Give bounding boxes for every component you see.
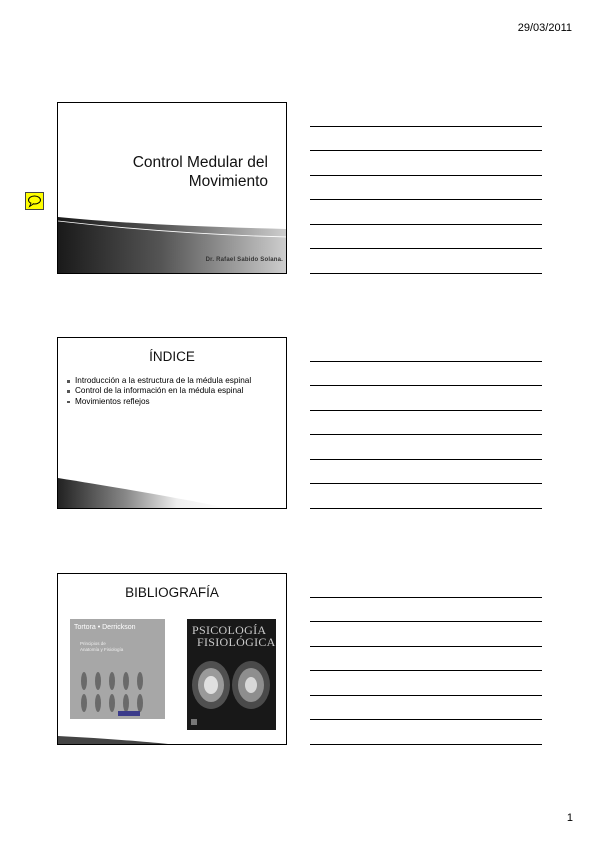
slide-date: 29/03/2011 <box>517 22 572 34</box>
book-1-title-line-2: Anatomía y Fisiología <box>80 647 124 652</box>
slide-swoosh-decoration <box>58 217 287 273</box>
slide-1-title-line-1: Control Medular del <box>132 154 268 171</box>
slide-2-bullet-list <box>66 376 256 407</box>
comment-note-icon[interactable] <box>25 192 44 210</box>
slide-swoosh-decoration <box>58 730 287 744</box>
book-cover-psicologia-fisiologica <box>187 619 276 730</box>
speech-bubble-icon <box>26 193 43 209</box>
bullet-item: Introducción a la estructura de la médula espinal <box>66 376 256 385</box>
slide-2-thumbnail <box>57 337 287 509</box>
anatomy-figures-illustration <box>70 659 165 719</box>
slide-1-thumbnail <box>57 102 287 274</box>
bullet-item: Control de la información en la médula espinal <box>66 386 256 395</box>
slide-3-title: BIBLIOGRAFÍA <box>125 585 219 600</box>
slide-1-title <box>133 153 268 191</box>
bullet-item: Movimientos reflejos <box>66 397 256 406</box>
slide-2-title: ÍNDICE <box>149 349 195 364</box>
slide-1-author: Dr. Rafael Sabido Solana. <box>205 257 283 263</box>
page-number: 1 <box>566 812 573 824</box>
book-1-title-line-1: Principios de <box>80 641 106 646</box>
book-2-title-line-2: FISIOLÓGICA <box>197 635 276 649</box>
slide-3-thumbnail <box>57 573 287 745</box>
book-1-authors: Tortora • Derrickson <box>74 624 136 631</box>
brain-scan-illustration <box>187 649 276 729</box>
book-2-title-line-1: PSICOLOGÍA <box>192 623 267 637</box>
slide-swoosh-decoration <box>58 478 287 508</box>
book-cover-tortora <box>70 619 165 719</box>
slide-1-title-line-2: Movimiento <box>188 173 268 190</box>
